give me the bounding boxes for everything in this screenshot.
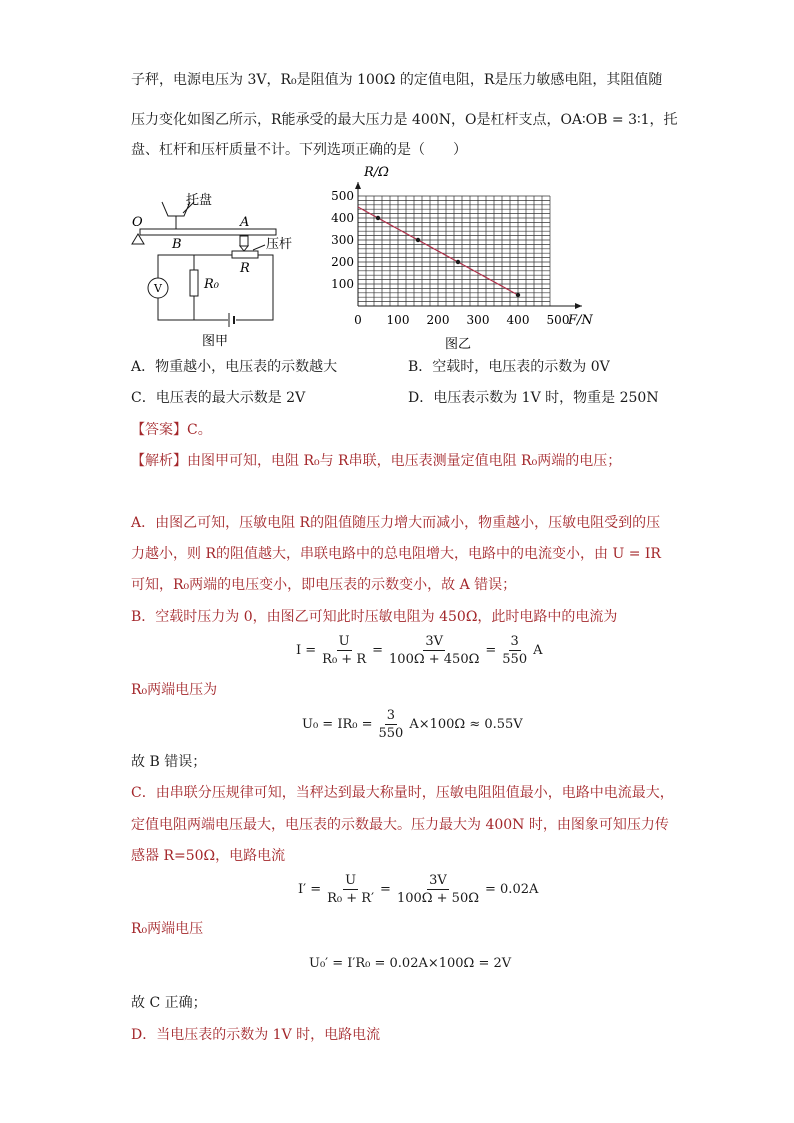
label-O: O [132, 215, 143, 230]
eq2-lhs: U₀ = IR₀ = [302, 717, 373, 732]
resistance-force-chart [328, 162, 633, 357]
x-tick-label: 400 [506, 313, 530, 327]
equation-current-max [298, 872, 538, 907]
circuit-diagram [128, 180, 293, 355]
analysis-b-line-3: 故 B 错误； [131, 754, 207, 770]
analysis-a-line-2: 力越小，则 R的阻值越大，串联电路中的总电阻增大，电路中的电流变小，由 U = IR [131, 546, 661, 562]
x-tick-label: 300 [466, 313, 490, 327]
x-tick-label: 500 [546, 313, 570, 327]
figure-b-caption: 图乙 [444, 337, 472, 352]
eq1-den2: 100Ω + 450Ω [389, 652, 480, 667]
eq3-den2: 100Ω + 50Ω [396, 891, 480, 906]
eq2-rhs: A×100Ω ≈ 0.55V [409, 717, 523, 732]
y-axis-arrow [355, 182, 361, 189]
sensor-resistor-R [232, 251, 258, 258]
x-axis-label: F/N [568, 313, 593, 328]
label-rod: 压杆 [266, 237, 293, 252]
chart-grid [358, 196, 550, 306]
question-line-1: 子秤，电源电压为 3V，R₀是阻值为 100Ω 的定值电阻，R是压力敏感电阻，其阻值随 [131, 72, 663, 88]
x-axis-arrow [575, 303, 582, 309]
eq1-den1: R₀ + R [322, 652, 367, 667]
press-rod [240, 236, 248, 246]
y-tick-label: 100 [331, 277, 354, 291]
analysis-tag: 【解析】 [131, 453, 187, 469]
lever-bar [140, 229, 276, 235]
eq1-num1: U [338, 634, 350, 649]
analysis-b-line-2: R₀两端电压为 [131, 682, 218, 698]
eq1-den3: 550 [502, 652, 528, 667]
x-tick-label: 0 [354, 313, 362, 327]
answer: 【答案】C。 [131, 422, 212, 438]
data-point [416, 238, 420, 242]
analysis-c-line-4: R₀两端电压 [131, 921, 204, 937]
eq3-lhs: I′ = [298, 882, 322, 897]
eq1-equals-2: = [485, 643, 497, 658]
eq3-den1: R₀ + R′ [327, 891, 375, 906]
eq2-num: 3 [386, 708, 396, 723]
question-line-3: 盘、杠杆和压杆质量不计。下列选项正确的是（ ） [131, 142, 467, 158]
x-tick-label: 200 [426, 313, 450, 327]
label-A: A [240, 215, 250, 230]
label-R0: R₀ [204, 277, 219, 292]
analysis-c-line-3: 感器 R=50Ω，电路电流 [131, 848, 286, 864]
y-tick-label: 300 [331, 233, 354, 247]
option-d: D．电压表示数为 1V 时，物重是 250N [408, 390, 659, 406]
figure-a-caption: 图甲 [202, 334, 229, 349]
y-axis-label: R/Ω [364, 165, 389, 180]
option-b: B．空载时，电压表的示数为 0V [408, 359, 610, 375]
eq1-unit: A [533, 643, 543, 658]
equation-voltage-max: U₀′ = I′R₀ = 0.02A×100Ω = 2V [309, 956, 512, 971]
chart-axes [355, 182, 582, 309]
equation-voltage-empty [302, 707, 523, 742]
label-R: R [240, 261, 250, 276]
y-tick-label: 200 [331, 255, 354, 269]
equation-current-empty [296, 633, 543, 668]
eq1-num2: 3V [425, 634, 444, 649]
analysis-a-line-3: 可知，R₀两端的电压变小，即电压表的示数变小，故 A 错误； [131, 577, 517, 593]
x-tick-label: 100 [386, 313, 410, 327]
analysis-d-line-1: D．当电压表的示数为 1V 时，电路电流 [131, 1027, 381, 1043]
y-tick-label: 500 [331, 189, 354, 203]
eq1-equals: = [372, 643, 384, 658]
eq1-lhs: I = [296, 643, 317, 658]
eq3-equals: = [380, 882, 391, 897]
data-point [376, 216, 380, 220]
analysis-intro-text: 由图甲可知，电阻 R₀与 R串联，电压表测量定值电阻 R₀两端的电压； [187, 453, 622, 469]
eq3-rhs: = 0.02A [485, 882, 539, 897]
analysis-c-line-2: 定值电阻两端电压最大，电压表的示数最大。压力最大为 400N 时，由图象可知压力传 [131, 817, 669, 833]
resistor-R0 [190, 270, 198, 296]
analysis-b-line-1: B．空载时压力为 0，由图乙可知此时压敏电阻为 450Ω，此时电路中的电流为 [131, 609, 618, 625]
label-tray: 托盘 [186, 193, 213, 208]
eq2-den: 550 [378, 726, 404, 741]
analysis-a-line-1: A．由图乙可知，压敏电阻 R的阻值随压力增大而减小，物重越小，压敏电阻受到的压 [131, 515, 661, 531]
data-point [516, 293, 520, 297]
question-line-2: 压力变化如图乙所示，R能承受的最大压力是 400N，O是杠杆支点，OA∶OB = 3∶1，托 [131, 112, 678, 128]
analysis-c-line-5: 故 C 正确； [131, 995, 207, 1011]
eq3-num1: U [345, 873, 357, 888]
option-c: C．电压表的最大示数是 2V [131, 390, 306, 406]
label-V: V [154, 282, 162, 295]
eq3-num2: 3V [429, 873, 447, 888]
analysis-c-line-1: C．由串联分压规律可知，当秤达到最大称量时，压敏电阻阻值最小，电路中电流最大， [131, 785, 674, 801]
option-a: A．物重越小，电压表的示数越大 [131, 359, 338, 375]
eq1-num3: 3 [510, 634, 519, 649]
label-B: B [172, 237, 182, 252]
data-point [456, 260, 460, 264]
y-tick-label: 400 [331, 211, 354, 225]
analysis-intro [131, 451, 621, 471]
